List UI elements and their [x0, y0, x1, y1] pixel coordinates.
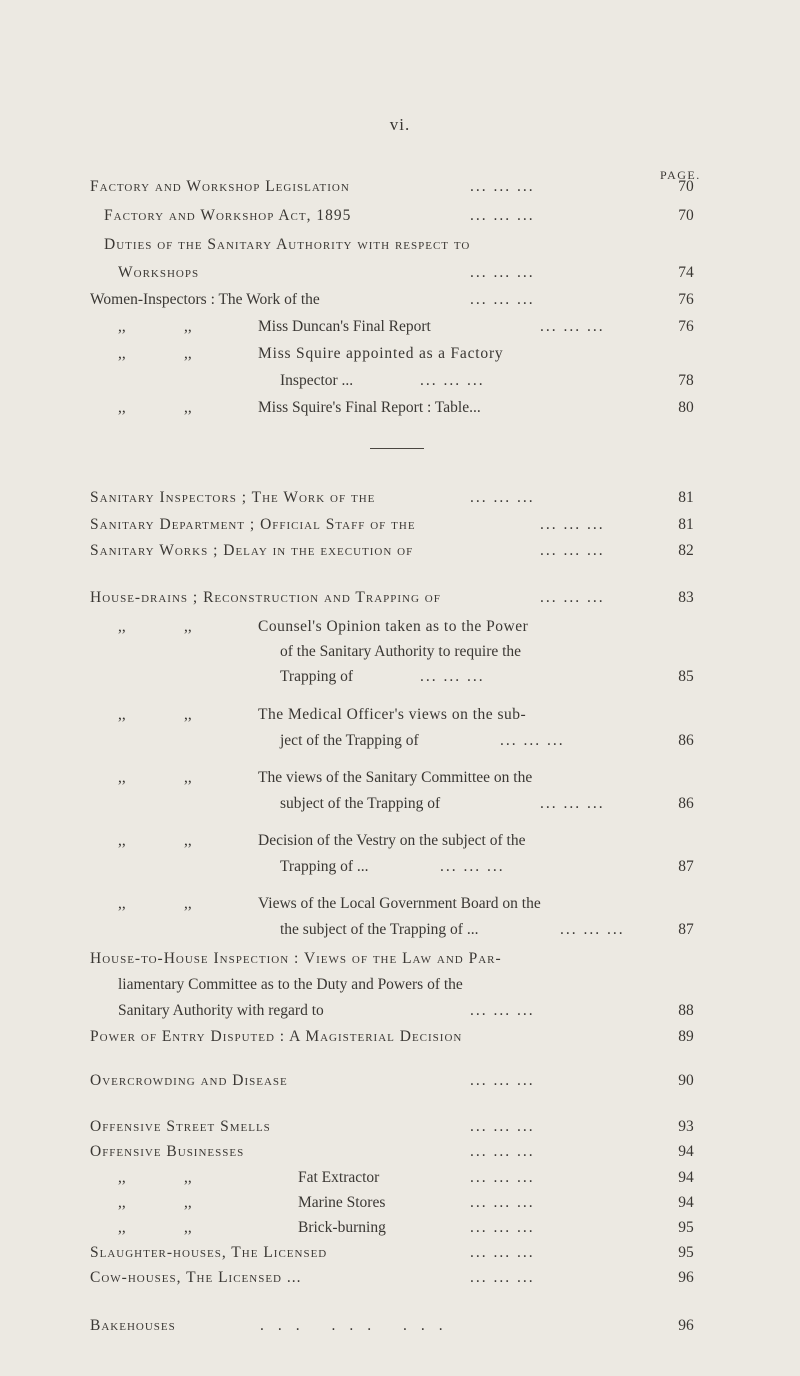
- leader-dots: ... ... ...: [470, 1269, 535, 1286]
- entry-page: 96: [678, 1317, 694, 1334]
- leader-dots: ... ... ...: [470, 1002, 535, 1019]
- entry-title: The Medical Officer's views on the sub-: [258, 706, 527, 723]
- ditto-mark: ,,: [184, 399, 192, 416]
- index-entry: [0, 234, 800, 256]
- entry-page: 76: [678, 291, 694, 308]
- ditto-mark: ,,: [118, 345, 126, 362]
- entry-page: 94: [678, 1143, 694, 1160]
- entry-title: Cow-houses, The Licensed ...: [90, 1269, 302, 1286]
- index-entry: [0, 1267, 800, 1289]
- entry-page: 78: [678, 372, 694, 389]
- entry-title: Miss Squire appointed as a Factory: [258, 345, 504, 362]
- index-entry: [0, 893, 800, 915]
- entry-title: Slaughter-houses, The Licensed: [90, 1244, 328, 1261]
- entry-title: Inspector ...: [280, 372, 354, 389]
- leader-dots: ... ... ...: [420, 668, 485, 685]
- ditto-mark: ,,: [184, 318, 192, 335]
- ditto-mark: ,,: [118, 1194, 126, 1211]
- entry-title: House-drains ; Reconstruction and Trapping of: [90, 589, 441, 606]
- entry-title: the subject of the Trapping of ...: [280, 921, 479, 938]
- entry-title: Factory and Workshop Legislation: [90, 178, 350, 195]
- index-entry: [0, 1242, 800, 1264]
- leader-dots: ... ... ...: [540, 516, 605, 533]
- index-entry: [0, 1116, 800, 1138]
- index-entry: [0, 641, 800, 663]
- entry-title: Power of Entry Disputed : A Magisterial Decision: [90, 1028, 463, 1045]
- leader-dots: ... ... ...: [470, 291, 535, 308]
- leader-dots: ... ... ...: [470, 178, 535, 195]
- ditto-mark: ,,: [184, 618, 192, 635]
- leader-dots: ... ... ...: [540, 589, 605, 606]
- index-entry: [0, 704, 800, 726]
- index-entry: [0, 1192, 800, 1214]
- entry-title: Offensive Businesses: [90, 1143, 245, 1160]
- ditto-mark: ,,: [184, 345, 192, 362]
- ditto-mark: ,,: [118, 399, 126, 416]
- leader-dots: ... ... ...: [420, 372, 485, 389]
- entry-page: 95: [678, 1219, 694, 1236]
- leader-dots: ... ... ...: [470, 1194, 535, 1211]
- leader-dots: ... ... ...: [470, 1072, 535, 1089]
- entry-page: 86: [678, 732, 694, 749]
- entry-title: Miss Duncan's Final Report: [258, 318, 431, 335]
- entry-title: Bakehouses: [90, 1317, 176, 1334]
- leader-dots: ... ... ...: [470, 264, 535, 281]
- entry-page: 87: [678, 921, 694, 938]
- index-entry: [0, 616, 800, 638]
- index-entry: [0, 919, 800, 941]
- entry-title: Sanitary Authority with regard to: [118, 1002, 324, 1019]
- entry-title: ject of the Trapping of: [280, 732, 419, 749]
- entry-page: 94: [678, 1194, 694, 1211]
- index-entry: [0, 343, 800, 365]
- leader-dots: ... ... ...: [470, 207, 535, 224]
- index-entry: [0, 666, 800, 688]
- entry-page: 81: [678, 516, 694, 533]
- entry-page: 74: [678, 264, 694, 281]
- entry-page: 88: [678, 1002, 694, 1019]
- index-entry: [0, 289, 800, 311]
- entry-title: Brick-burning: [298, 1219, 386, 1236]
- leader-dots: ... ... ...: [260, 1317, 457, 1334]
- ditto-mark: ,,: [184, 895, 192, 912]
- entry-page: 85: [678, 668, 694, 685]
- entry-page: 70: [678, 207, 694, 224]
- index-entry: [0, 370, 800, 392]
- entry-page: 81: [678, 489, 694, 506]
- ditto-mark: ,,: [118, 318, 126, 335]
- entry-title: Offensive Street Smells: [90, 1118, 271, 1135]
- entry-title: House-to-House Inspection : Views of the Law and Par-: [90, 950, 502, 967]
- entry-title: Women-Inspectors : The Work of the: [90, 291, 320, 308]
- entry-page: 93: [678, 1118, 694, 1135]
- index-entry: [0, 1026, 800, 1048]
- ditto-mark: ,,: [184, 832, 192, 849]
- leader-dots: ... ... ...: [440, 858, 505, 875]
- index-entry: [0, 948, 800, 970]
- entry-page: 86: [678, 795, 694, 812]
- ditto-mark: ,,: [184, 706, 192, 723]
- index-entry: [0, 1070, 800, 1092]
- ditto-mark: ,,: [184, 769, 192, 786]
- index-entry: [0, 176, 800, 198]
- index-entry: [0, 514, 800, 536]
- index-entry: [0, 316, 800, 338]
- index-entry: [0, 1141, 800, 1163]
- index-entry: [0, 487, 800, 509]
- entry-page: 96: [678, 1269, 694, 1286]
- leader-dots: ... ... ...: [470, 1169, 535, 1186]
- entry-title: Views of the Local Government Board on the: [258, 895, 541, 912]
- page-number: vi.: [389, 115, 411, 134]
- entry-page: 80: [678, 399, 694, 416]
- index-entry: [0, 1000, 800, 1022]
- entry-title: Workshops: [118, 264, 200, 281]
- leader-dots: ... ... ...: [470, 1219, 535, 1236]
- ditto-mark: ,,: [118, 1169, 126, 1186]
- index-entry: [0, 830, 800, 852]
- leader-dots: ... ... ...: [470, 489, 535, 506]
- entry-title: Trapping of: [280, 668, 354, 685]
- leader-dots: ... ... ...: [470, 1118, 535, 1135]
- leader-dots: ... ... ...: [470, 1143, 535, 1160]
- leader-dots: ... ... ...: [500, 732, 565, 749]
- leader-dots: ... ... ...: [560, 921, 625, 938]
- index-entry: [0, 856, 800, 878]
- index-entry: [0, 262, 800, 284]
- entry-page: 89: [678, 1028, 694, 1045]
- entry-title: Marine Stores: [298, 1194, 386, 1211]
- index-entry: [0, 1167, 800, 1189]
- index-entry: [0, 767, 800, 789]
- entry-title: Factory and Workshop Act, 1895: [104, 207, 352, 224]
- entry-page: 87: [678, 858, 694, 875]
- entry-page: 70: [678, 178, 694, 195]
- entry-title: The views of the Sanitary Committee on the: [258, 769, 533, 786]
- entry-title: Fat Extractor: [298, 1169, 380, 1186]
- ditto-mark: ,,: [118, 1219, 126, 1236]
- entry-title: Sanitary Department ; Official Staff of the: [90, 516, 416, 533]
- entry-title: Duties of the Sanitary Authority with respect to: [104, 236, 471, 253]
- ditto-mark: ,,: [118, 832, 126, 849]
- leader-dots: ... ... ...: [540, 318, 605, 335]
- ditto-mark: ,,: [184, 1169, 192, 1186]
- entry-title: Sanitary Works ; Delay in the execution of: [90, 542, 414, 559]
- leader-dots: ... ... ...: [540, 542, 605, 559]
- index-entry: [0, 793, 800, 815]
- index-entry: [0, 974, 800, 996]
- entry-page: 76: [678, 318, 694, 335]
- ditto-mark: ,,: [184, 1194, 192, 1211]
- entry-title: of the Sanitary Authority to require the: [280, 643, 522, 660]
- index-entry: [0, 540, 800, 562]
- entry-title: Sanitary Inspectors ; The Work of the: [90, 489, 376, 506]
- entry-title: subject of the Trapping of: [280, 795, 441, 812]
- ditto-mark: ,,: [118, 706, 126, 723]
- index-entry: [0, 1217, 800, 1239]
- section-divider: [370, 448, 424, 449]
- entry-title: Miss Squire's Final Report : Table...: [258, 399, 481, 416]
- ditto-mark: ,,: [118, 895, 126, 912]
- ditto-mark: ,,: [184, 1219, 192, 1236]
- entry-page: 90: [678, 1072, 694, 1089]
- entry-page: 82: [678, 542, 694, 559]
- index-entry: [0, 397, 800, 419]
- leader-dots: ... ... ...: [470, 1244, 535, 1261]
- leader-dots: ... ... ...: [540, 795, 605, 812]
- entry-title: Decision of the Vestry on the subject of the: [258, 832, 526, 849]
- ditto-mark: ,,: [118, 769, 126, 786]
- entry-page: 94: [678, 1169, 694, 1186]
- index-entry: [0, 587, 800, 609]
- index-entry: [0, 730, 800, 752]
- ditto-mark: ,,: [118, 618, 126, 635]
- index-entry: [0, 205, 800, 227]
- entry-page: 83: [678, 589, 694, 606]
- entry-title: Overcrowding and Disease: [90, 1072, 288, 1089]
- page-column-header: PAGE.: [660, 168, 701, 182]
- entry-title: liamentary Committee as to the Duty and Powers of the: [118, 976, 463, 993]
- entry-title: Trapping of ...: [280, 858, 369, 875]
- index-entry: [0, 1315, 800, 1337]
- entry-page: 95: [678, 1244, 694, 1261]
- entry-title: Counsel's Opinion taken as to the Power: [258, 618, 529, 635]
